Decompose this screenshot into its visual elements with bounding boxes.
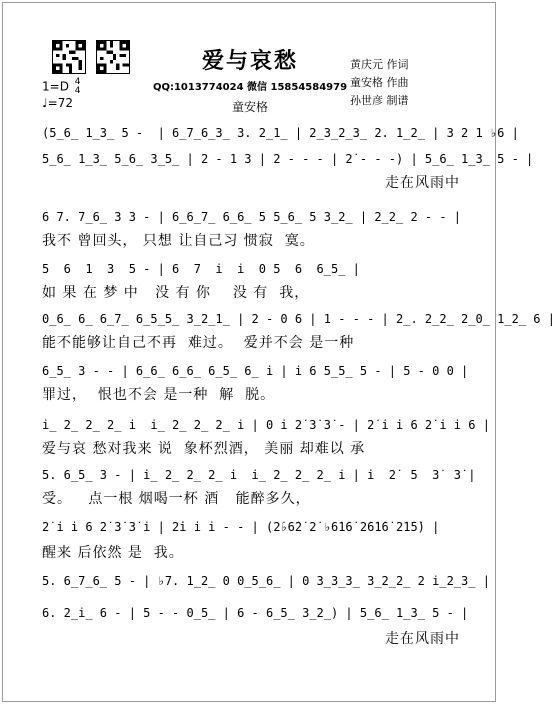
notation-line: 2̇ i i 6 2̇ 3̇ 3̇ i | 2̇i i i - - | (2̇♭6̇2̇ 2̇ ♭6̇1̇6̇ 2̇6̇1̇6̇ 2̇1̇5̇) | [42, 520, 440, 534]
key-signature [42, 78, 81, 110]
lyric-line: 醒来 后依然 是 我。 [42, 545, 184, 561]
contact-info: QQ:1013774024 微信 15854584979 [152, 82, 348, 93]
lyric-line: 走在风雨中 [385, 175, 460, 191]
lyricist-credit: 黄庆元 作词 [350, 58, 409, 71]
time-signature [75, 78, 81, 96]
singer-name: 童安格 [231, 100, 268, 114]
notation-line: 5. 6̲5̲ 3 - | i̲ 2̲ 2̲ 2̲ i i̲ 2̲ 2̲ 2̲ i | i 2̇ 5 3̇ 3̇ | [42, 468, 476, 482]
lyric-line: 爱与哀 愁对我来 说 象杯烈酒， 美丽 却难以 承 [42, 441, 366, 457]
lyric-line: 罪过， 恨也不会 是一种 解 脱。 [42, 387, 276, 403]
notation-line: (5̲6̲ 1̲3̲ 5 - | 6̲7̲6̲3̲ 3. 2̲1̲ | 2̲3̲2̲3̲ 2. 1̲2̲ | 3 2 1 ♭6 | [42, 126, 519, 140]
key-label: 1=D [42, 79, 69, 94]
time-top: 4 [74, 77, 81, 87]
composer-credit: 童安格 作曲 [350, 76, 409, 89]
notation-line: 5 6 1 3 5 - | 6 7 i i 0 5 6 6̲5̲ | [42, 262, 360, 276]
time-bottom: 4 [74, 86, 81, 96]
lyric-line: 我不 曾回头， 只想 让自己习 惯寂 寞。 [42, 233, 315, 249]
credits [350, 56, 470, 110]
lyric-line: 能不能够让自己不再 难过。 爱并不会 是一种 [42, 335, 355, 351]
notation-line: 0̲6̲ 6̲ 6̲7̲ 6̲5̲5̲ 3̲2̲1̲ | 2 - 0 6 | 1 - - - | 2̲. 2̲2̲ 2̲0̲ 1̲2̲ 6 | [42, 312, 555, 326]
notation-line: 5̲6̲ 1̲3̲ 5̲6̲ 3̲5̲ | 2 - 1 3 | 2 - - - | 2̇ - - -) | 5̲6̲ 1̲3̲ 5 - | [42, 152, 534, 166]
notation-line: 6. 2̲i̲ 6 - | 5 - - 0̲5̲ | 6 - 6̲5̲ 3̲2̲) | 5̲6̲ 1̲3̲ 5 - | [42, 606, 469, 620]
lyric-line: 如 果 在 梦 中 没 有 你 没 有 我， [42, 285, 310, 301]
tempo-mark: ♩=72 [42, 96, 73, 110]
transcriber-credit: 孙世彦 制谱 [350, 94, 409, 107]
notation-line: 5. 6̲7̲6̲ 5 - | ♭7. 1̲2̲ 0 0̲5̲6̲ | 0 3̲3̲3̲ 3̲2̲2̲ 2 i̲2̲3̲ | [42, 574, 490, 588]
lyric-line: 受。 点一根 烟喝一杯 酒 能醉多久， [42, 491, 311, 507]
song-title: 爱与哀愁 [201, 48, 298, 74]
notation-line: i̲ 2̲ 2̲ 2̲ i i̲ 2̲ 2̲ 2̲ i | 0 i 2̇ 3̇ 3̇ - | 2̇ i i 6 2̇ i i 6 | [42, 418, 490, 432]
notation-line: 6̲5̲ 3 - - | 6̲6̲ 6̲6̲ 6̲5̲ 6̲ i | i 6 5̲5̲ 5 - | 5 - 0 0 | [42, 364, 469, 378]
lyric-line: 走在风雨中 [385, 631, 460, 647]
notation-line: 6 7. 7̲6̲ 3 3 - | 6̲6̲7̲ 6̲6̲ 5 5̲6̲ 5 3̲2̲ | 2̲2̲ 2 - - | [42, 210, 462, 224]
